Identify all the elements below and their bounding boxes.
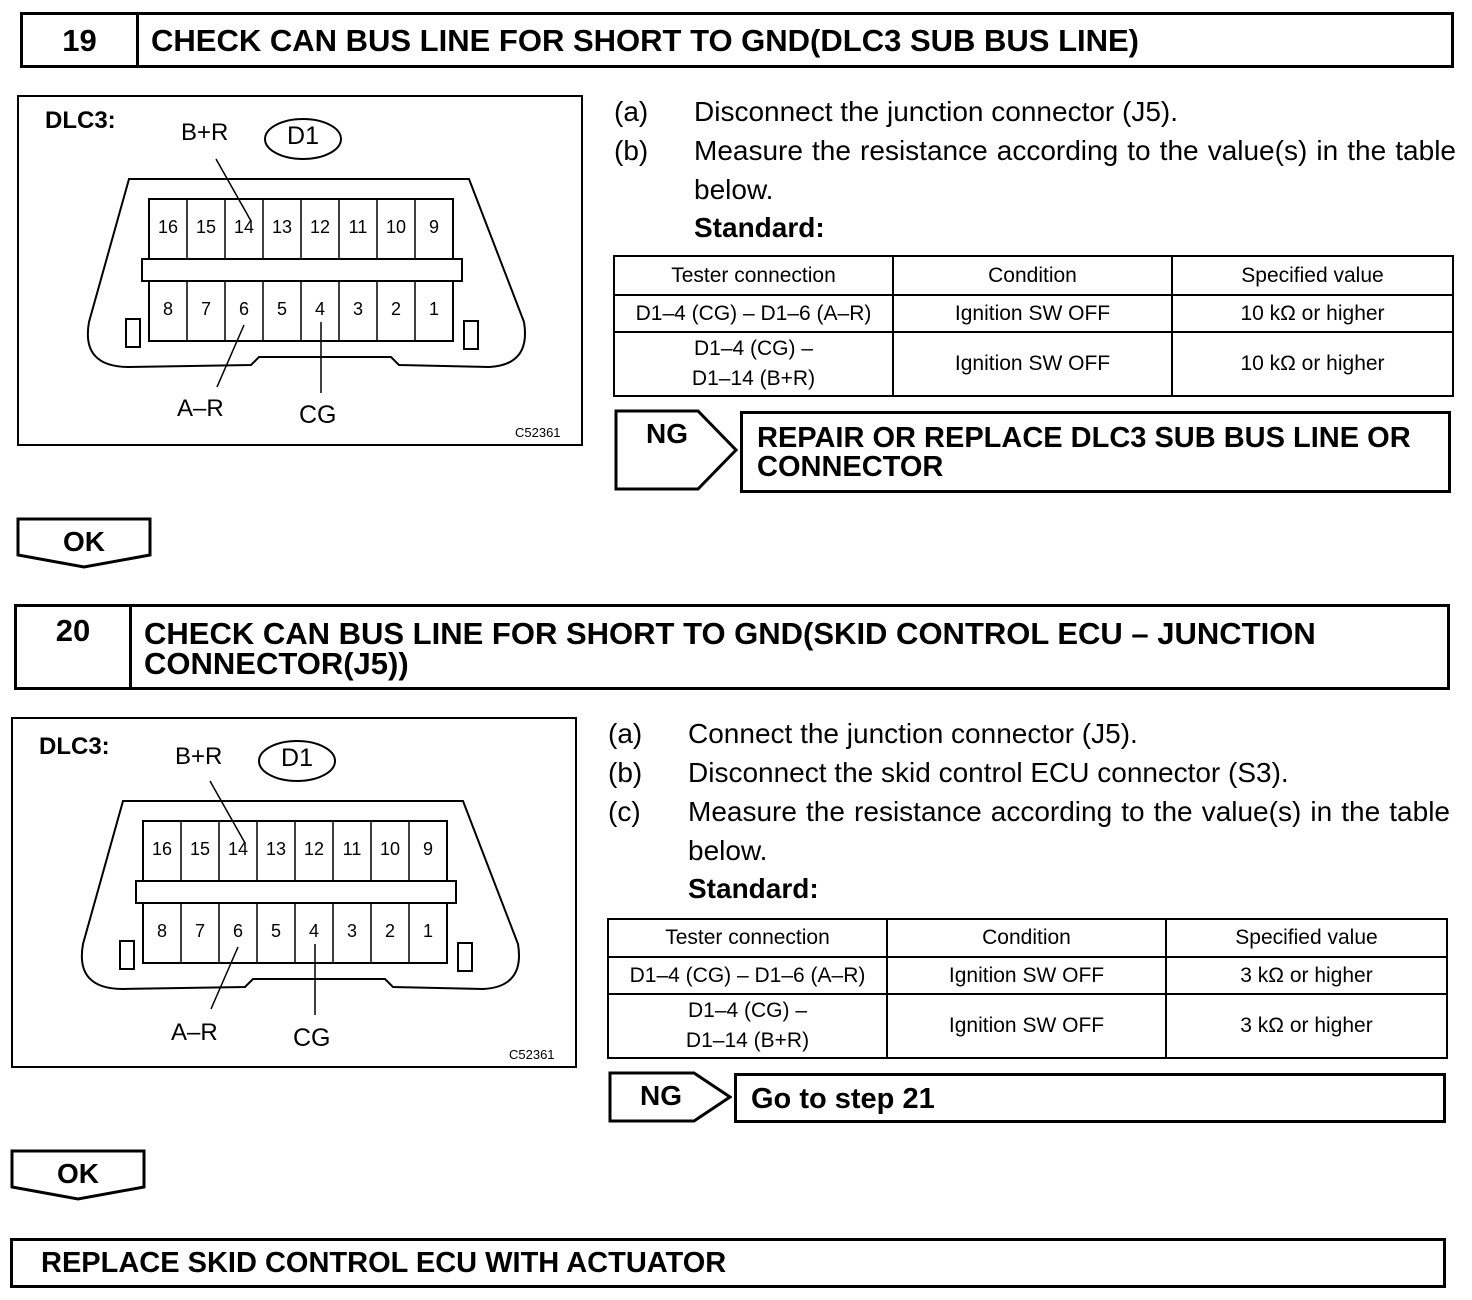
pin-15: 15 <box>195 217 217 237</box>
cell-connection-line2: D1–14 (B+R) <box>685 1029 810 1052</box>
pin-16: 16 <box>151 839 173 859</box>
label-a-r: A–R <box>171 1019 218 1046</box>
pin-8: 8 <box>162 299 173 319</box>
step-title: CHECK CAN BUS LINE FOR SHORT TO GND(SKID CONTROL ECU – JUNCTION CONNECTOR(J5)) <box>144 616 1316 681</box>
cell-condition: Ignition SW OFF <box>893 332 1172 396</box>
cell-condition: Ignition SW OFF <box>893 295 1172 332</box>
label-b-r: B+R <box>175 743 223 770</box>
step-19-instructions <box>614 92 1456 247</box>
cell-value: 3 kΩ or higher <box>1166 957 1447 994</box>
pin-11: 11 <box>348 217 368 237</box>
cell-connection-line2: D1–14 (B+R) <box>691 367 816 390</box>
pin-5: 5 <box>270 921 281 941</box>
instruction-b <box>608 753 1450 792</box>
header-specified-value: Specified value <box>1166 919 1447 957</box>
pin-15: 15 <box>189 839 211 859</box>
pin-9: 9 <box>428 217 439 237</box>
pin-16: 16 <box>157 217 179 237</box>
cell-value: 3 kΩ or higher <box>1166 994 1447 1058</box>
cell-condition: Ignition SW OFF <box>887 957 1166 994</box>
pin-12: 12 <box>303 839 325 859</box>
label-cg: CG <box>293 1024 331 1052</box>
instruction-text: Disconnect the skid control ECU connector (S3). <box>688 757 1289 788</box>
label-b-r: B+R <box>181 119 229 146</box>
pin-1: 1 <box>422 921 433 941</box>
ng-result: Go to step 21 <box>734 1073 1446 1123</box>
ok-label: OK <box>57 1158 99 1189</box>
cell-connection <box>614 332 893 396</box>
pin-14: 14 <box>233 217 255 237</box>
instruction-text: Disconnect the junction connector (J5). <box>694 96 1179 127</box>
pin-8: 8 <box>156 921 167 941</box>
cell-condition: Ignition SW OFF <box>887 994 1166 1058</box>
connector-name: DLC3: <box>45 107 116 134</box>
pin-2: 2 <box>384 921 395 941</box>
header-tester-connection: Tester connection <box>614 256 893 295</box>
pin-14: 14 <box>227 839 249 859</box>
pin-4: 4 <box>308 921 319 941</box>
dlc3-connector-figure <box>17 95 583 446</box>
pin-3: 3 <box>352 299 363 319</box>
pin-10: 10 <box>379 839 401 859</box>
standard-label: Standard: <box>694 212 825 243</box>
header-specified-value: Specified value <box>1172 256 1453 295</box>
instruction-label: (b) <box>608 757 643 788</box>
step-19-spec-table <box>613 255 1454 397</box>
label-cg: CG <box>299 401 337 429</box>
connector-name: DLC3: <box>39 733 110 760</box>
pin-7: 7 <box>200 299 211 319</box>
pin-12: 12 <box>309 217 331 237</box>
figure-id: C52361 <box>509 1047 555 1062</box>
cell-connection-line1: D1–4 (CG) – <box>693 337 814 360</box>
instruction-a <box>614 92 1456 131</box>
connector-code: D1 <box>287 122 319 150</box>
step-20-header <box>14 604 1450 690</box>
instruction-label: (c) <box>608 796 641 827</box>
cell-value: 10 kΩ or higher <box>1172 332 1453 396</box>
pin-4: 4 <box>314 299 325 319</box>
pin-7: 7 <box>194 921 205 941</box>
label-a-r: A–R <box>177 395 224 422</box>
pin-10: 10 <box>385 217 407 237</box>
instruction-label: (a) <box>614 96 649 127</box>
instruction-c <box>608 792 1450 870</box>
instruction-text: Measure the resistance according to the value(s) in the table below. <box>694 135 1456 205</box>
instruction-text: Measure the resistance according to the value(s) in the table below. <box>688 796 1450 866</box>
step-number: 19 <box>23 15 139 65</box>
dlc3-connector-figure <box>11 717 577 1068</box>
ok-label: OK <box>63 526 105 557</box>
cell-connection: D1–4 (CG) – D1–6 (A–R) <box>614 295 893 332</box>
cell-value: 10 kΩ or higher <box>1172 295 1453 332</box>
pin-9: 9 <box>422 839 433 859</box>
pin-13: 13 <box>265 839 287 859</box>
step-number: 20 <box>17 607 132 687</box>
step-20-instructions <box>608 714 1450 908</box>
standard-label: Standard: <box>688 873 819 904</box>
figure-id: C52361 <box>515 425 561 440</box>
cell-connection: D1–4 (CG) – D1–6 (A–R) <box>608 957 887 994</box>
pin-1: 1 <box>428 299 439 319</box>
header-condition: Condition <box>887 919 1166 957</box>
header-tester-connection: Tester connection <box>608 919 887 957</box>
instruction-b <box>614 131 1456 209</box>
final-action: REPLACE SKID CONTROL ECU WITH ACTUATOR <box>10 1238 1446 1288</box>
instruction-a <box>608 714 1450 753</box>
cell-connection <box>608 994 887 1058</box>
step-title: CHECK CAN BUS LINE FOR SHORT TO GND(DLC3 SUB BUS LINE) <box>151 23 1140 58</box>
ng-label: NG <box>640 1080 682 1111</box>
pin-13: 13 <box>271 217 293 237</box>
step-19-header <box>20 12 1454 68</box>
instruction-label: (b) <box>614 135 649 166</box>
pin-11: 11 <box>342 839 362 859</box>
instruction-label: (a) <box>608 718 643 749</box>
pin-5: 5 <box>276 299 287 319</box>
ng-label: NG <box>646 418 688 449</box>
ng-result: REPAIR OR REPLACE DLC3 SUB BUS LINE OR CONNECTOR <box>740 411 1451 493</box>
connector-code: D1 <box>281 744 313 772</box>
pin-6: 6 <box>238 299 249 319</box>
pin-6: 6 <box>232 921 243 941</box>
pin-3: 3 <box>346 921 357 941</box>
pin-2: 2 <box>390 299 401 319</box>
cell-connection-line1: D1–4 (CG) – <box>687 999 808 1022</box>
header-condition: Condition <box>893 256 1172 295</box>
instruction-text: Connect the junction connector (J5). <box>688 718 1138 749</box>
step-20-spec-table <box>607 918 1448 1059</box>
